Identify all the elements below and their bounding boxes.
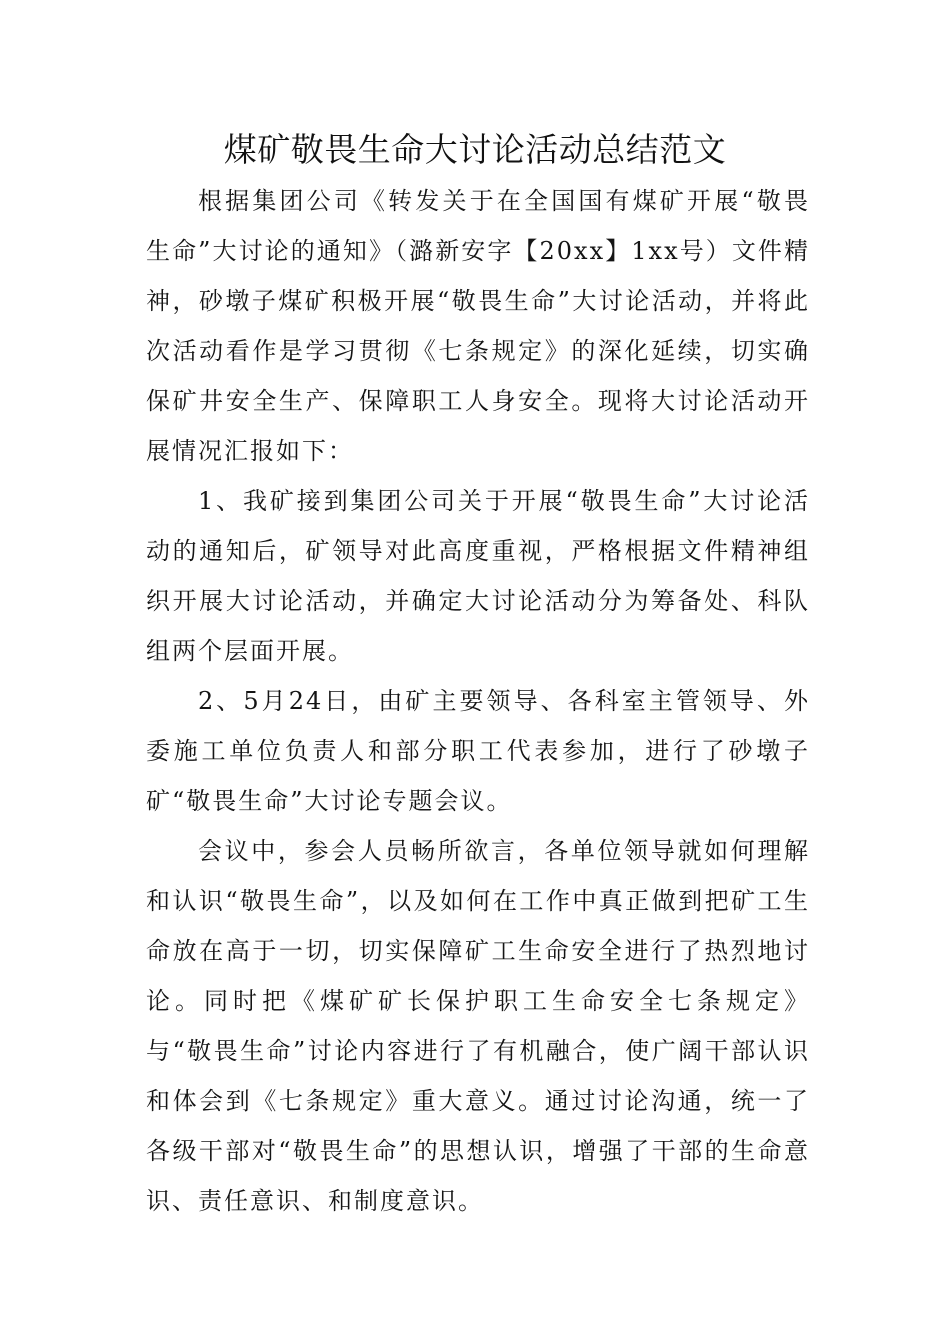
paragraph-intro: 根据集团公司《转发关于在全国国有煤矿开展“敬畏生命”大讨论的通知》（潞新安字【20xx】1xx号）文件精神，砂墩子煤矿积极开展“敬畏生命”大讨论活动，并将此次活动看作是学习贯彻《七条规定》的深化延续，切实确保矿井安全生产、保障职工人身安全。现将大讨论活动开展情况汇报如下： [146, 187, 810, 465]
paragraph-meeting: 会议中，参会人员畅所欲言，各单位领导就如何理解和认识“敬畏生命”，以及如何在工作中真正做到把矿工生命放在高于一切，切实保障矿工生命安全进行了热烈地讨论。同时把《煤矿矿长保护职工生命安全七条规定》与“敬畏生命”讨论内容进行了有机融合，使广阔干部认识和体会到《七条规定》重大意义。通过讨论沟通，统一了各级干部对“敬畏生命”的思想认识，增强了干部的生命意识、责任意识、和制度意识。 [146, 837, 810, 1215]
document-body [146, 176, 810, 1226]
document-title: 煤矿敬畏生命大讨论活动总结范文 [223, 130, 727, 169]
paragraph-item-1: 1、我矿接到集团公司关于开展“敬畏生命”大讨论活动的通知后，矿领导对此高度重视，严格根据文件精神组织开展大讨论活动，并确定大讨论活动分为筹备处、科队组两个层面开展。 [146, 487, 810, 665]
paragraph-item-2: 2、5月24日，由矿主要领导、各科室主管领导、外委施工单位负责人和部分职工代表参加，进行了砂墩子矿“敬畏生命”大讨论专题会议。 [146, 687, 810, 815]
